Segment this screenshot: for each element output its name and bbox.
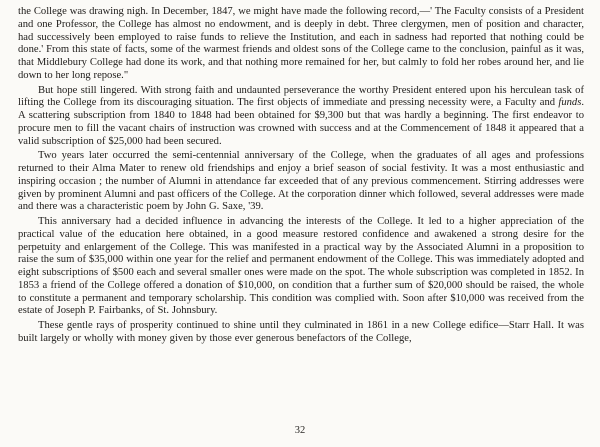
text-run: These gentle rays of prosperity continued to shine until they culminated in 1861 in a new College edifice—Starr Hall. It was built largely or wholly with money given by those ever generous benefactors of the College, — [18, 320, 584, 344]
text-run: But hope still lingered. With strong faith and undaunted perseverance the worthy President entered upon his herculean task of lifting the College from its discouraging situation. The first objects of immediate and pressing necessity were, a Faculty and — [18, 84, 584, 109]
text-run: Two years later occurred the semi-centennial anniversary of the College, when the graduates of all ages and professions returned to their Alma Mater to renew old friendships and enjoy a brief season of social festivity. It was a most enthusiastic and inspiring occasion ; the number of Alumni in attendance far exceeded that of any previous commencement. Stirring addresses were given by prominent Alumni and past officers of the College. At the corporation dinner which followed, several addresses were made and there was a characteristic poem by John G. Saxe, '39. — [18, 150, 584, 213]
text-run: the College was drawing nigh. In December, 1847, we might have made the following record,—' The Faculty consists of a President and one Professor, the College has almost no endowment, and is deeply in debt. Three clergymen, men of position and character, had successively been employed to raise funds to relieve the Institution, and each in sadness had reported that nothing could be done.' From this state of facts, some of the warmest friends and oldest sons of the College came to the conclusion, painful as it was, that Middlebury College had done its work, and that nothing more remained for her, but calmly to fold her robes around her, and lie down to her long repose." — [18, 6, 584, 81]
document-page — [18, 6, 584, 348]
italic-text: funds — [558, 97, 582, 109]
paragraph — [18, 320, 584, 346]
page-number: 32 — [294, 425, 306, 436]
paragraph — [18, 150, 584, 214]
text-run: . A scattering subscription from 1840 to 1848 had been obtained for $9,300 but that was hardly a beginning. The first endeavor to procure men to fill the vacant chairs of instruction was crowned with success and at the Commencement of 1848 it appeared that a valid subscription of $25,000 had been secured. — [18, 97, 584, 147]
body-text — [18, 6, 584, 346]
text-run: This anniversary had a decided influence in advancing the interests of the College. It led to a higher appreciation of the practical value of the education here obtained, in a good measure restored confidence and awakened a strong desire for the perpetuity and enlargement of the College. This was manifested in a practical way by the Associated Alumni in a proposition to raise the sum of $35,000 within one year for the relief and permanent endowment of the College. This was immediately adopted and eight subscriptions of $500 each and several smaller ones were made on the spot. The whole subscription was completed in 1852. In 1853 a friend of the College offered a donation of $10,000, on condition that a further sum of $20,000 should be raised, the whole to constitute a permanent and temporary scholarship. This condition was complied with. Soon after $10,000 was received from the estate of Joseph P. Fairbanks, of St. Johnsbury. — [18, 216, 584, 317]
paragraph — [18, 6, 584, 83]
paragraph — [18, 216, 584, 318]
paragraph — [18, 85, 584, 149]
